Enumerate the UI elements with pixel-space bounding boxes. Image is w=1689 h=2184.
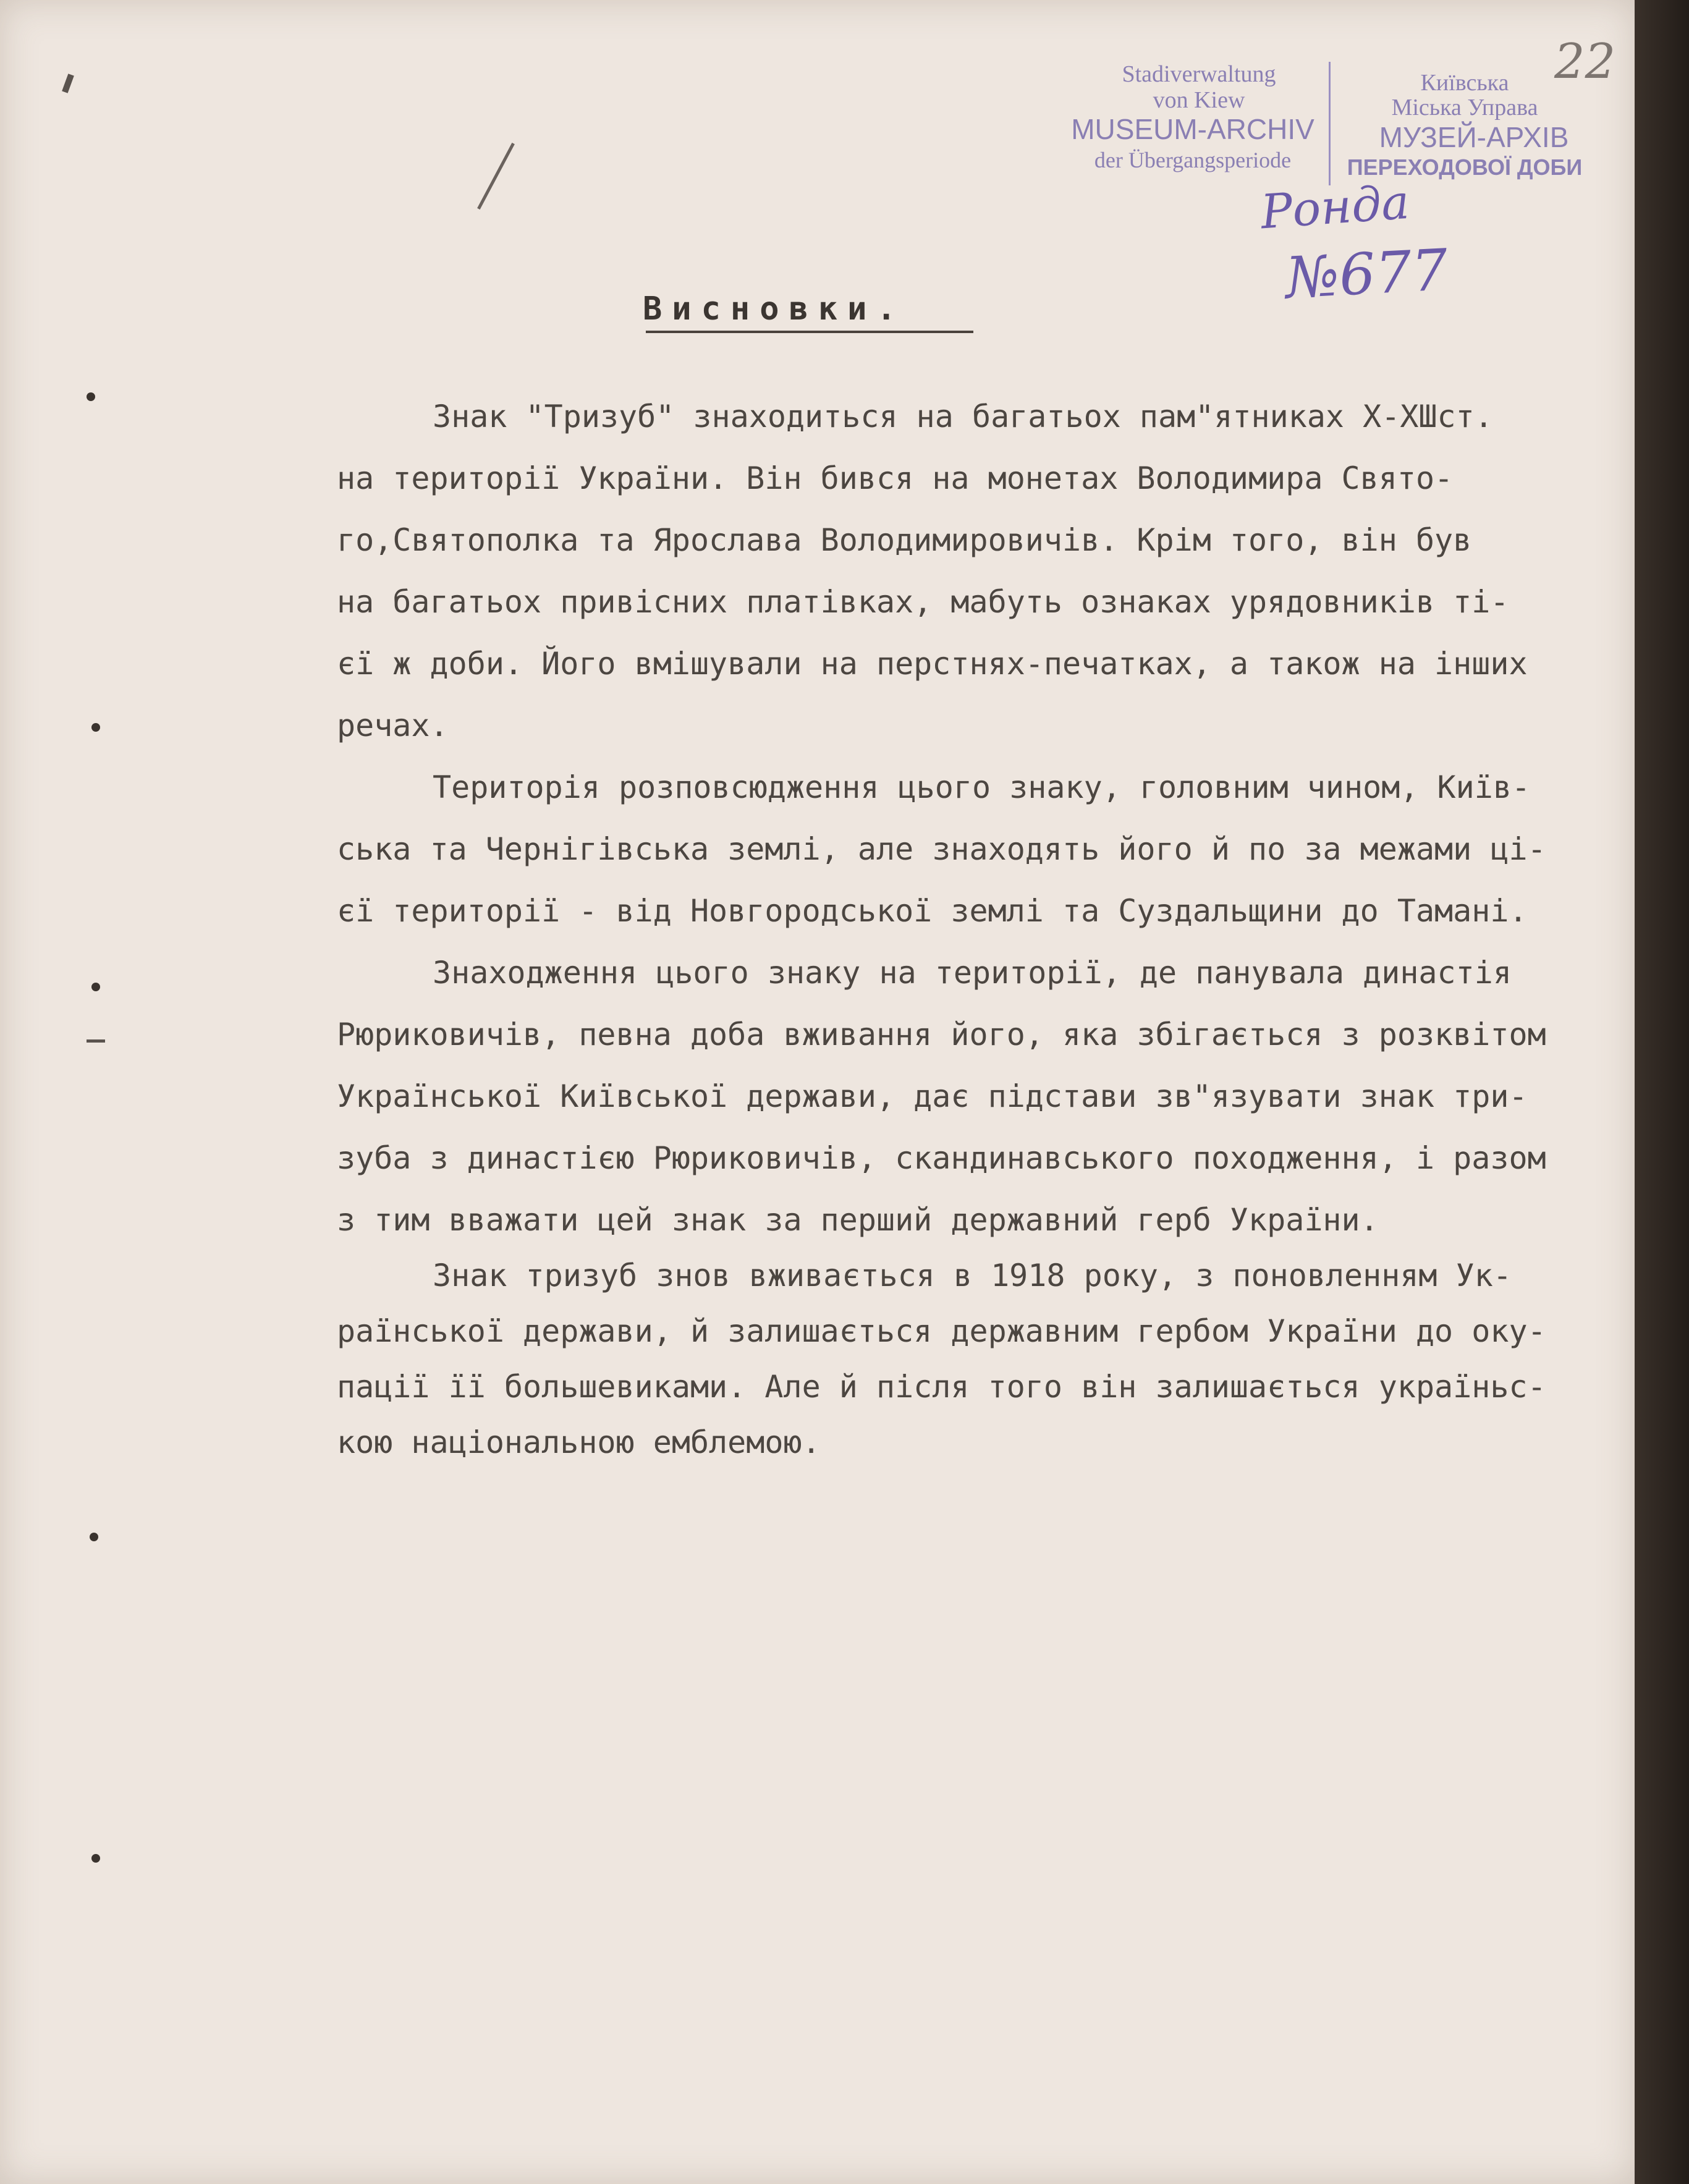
archive-stamp	[1057, 56, 1613, 192]
body-line-3: го,Святополка та Ярослава Володимировичів. Крім того, він був	[337, 522, 1472, 558]
body-line-10: Знаходження цього знаку на території, де панувала династія	[433, 955, 1512, 991]
pencil-stroke	[477, 143, 515, 210]
stamp-right-line-2: Міська Управа	[1391, 95, 1538, 121]
stamp-right-line-4: ПЕРЕХОДОВОЇ ДОБИ	[1347, 154, 1583, 180]
binding-hole	[91, 983, 100, 991]
handwritten-annotation-1: Ронда	[1259, 174, 1412, 240]
binding-hole	[91, 1854, 100, 1863]
scan-background	[1635, 0, 1689, 2184]
body-line-17: пації її большевиками. Але й після того він залишається україньс-	[337, 1369, 1546, 1405]
stamp-right-line-3: МУЗЕЙ-АРХІВ	[1379, 121, 1569, 153]
body-line-1: Знак "Тризуб" знаходиться на багатьох пам"ятниках Х-ХШст.	[433, 399, 1493, 434]
stamp-right-line-1: Київська	[1420, 70, 1509, 96]
body-line-2: на території України. Він бився на монетах Володимира Свято-	[337, 460, 1454, 496]
stamp-left-line-2: von Kiew	[1153, 87, 1245, 113]
body-line-5: єї ж доби. Його вмішували на перстнях-печатках, а також на інших	[337, 646, 1528, 682]
body-line-14: з тим вважати цей знак за перший державний герб України.	[337, 1202, 1379, 1238]
body-line-18: кою національною емблемою.	[337, 1424, 821, 1460]
body-line-13: зуба з династією Рюриковичів, скандинавського походження, і разом	[337, 1140, 1546, 1176]
binding-hole	[87, 392, 95, 401]
body-line-16: раїнської держави, й залишається державним гербом України до оку-	[337, 1313, 1546, 1349]
heading-underline	[646, 331, 973, 333]
margin-mark	[87, 1039, 105, 1043]
binding-hole	[91, 723, 100, 732]
stamp-divider	[1329, 62, 1331, 185]
body-line-11: Рюриковичів, певна доба вживання його, яка збігається з розквітом	[337, 1017, 1546, 1052]
body-line-15: Знак тризуб знов вживається в 1918 року, з поновленням Ук-	[433, 1258, 1512, 1293]
margin-mark	[62, 74, 74, 93]
body-line-4: на багатьох привісних платівках, мабуть ознаках урядовників ті-	[337, 584, 1509, 620]
body-line-8: ська та Чернігівська землі, але знаходять його й по за межами ці-	[337, 831, 1546, 867]
stamp-left-line-4: der Übergangsperiode	[1094, 148, 1292, 172]
stamp-left-line-1: Stadiverwaltung	[1122, 61, 1276, 87]
stamp-left-line-3: MUSEUM-ARCHIV	[1071, 113, 1314, 145]
page-number: 22	[1554, 34, 1616, 90]
handwritten-annotation-2: №677	[1284, 237, 1450, 311]
body-line-9: єї території - від Новгородської землі та Суздальщини до Тамані.	[337, 893, 1528, 929]
body-line-7: Територія розповсюдження цього знаку, головним чином, Київ-	[433, 769, 1531, 805]
body-line-6: речах.	[337, 708, 449, 743]
document-heading: Висновки.	[643, 290, 906, 328]
binding-hole	[90, 1533, 98, 1541]
body-line-12: Української Київської держави, дає підстави зв"язувати знак три-	[337, 1078, 1528, 1114]
